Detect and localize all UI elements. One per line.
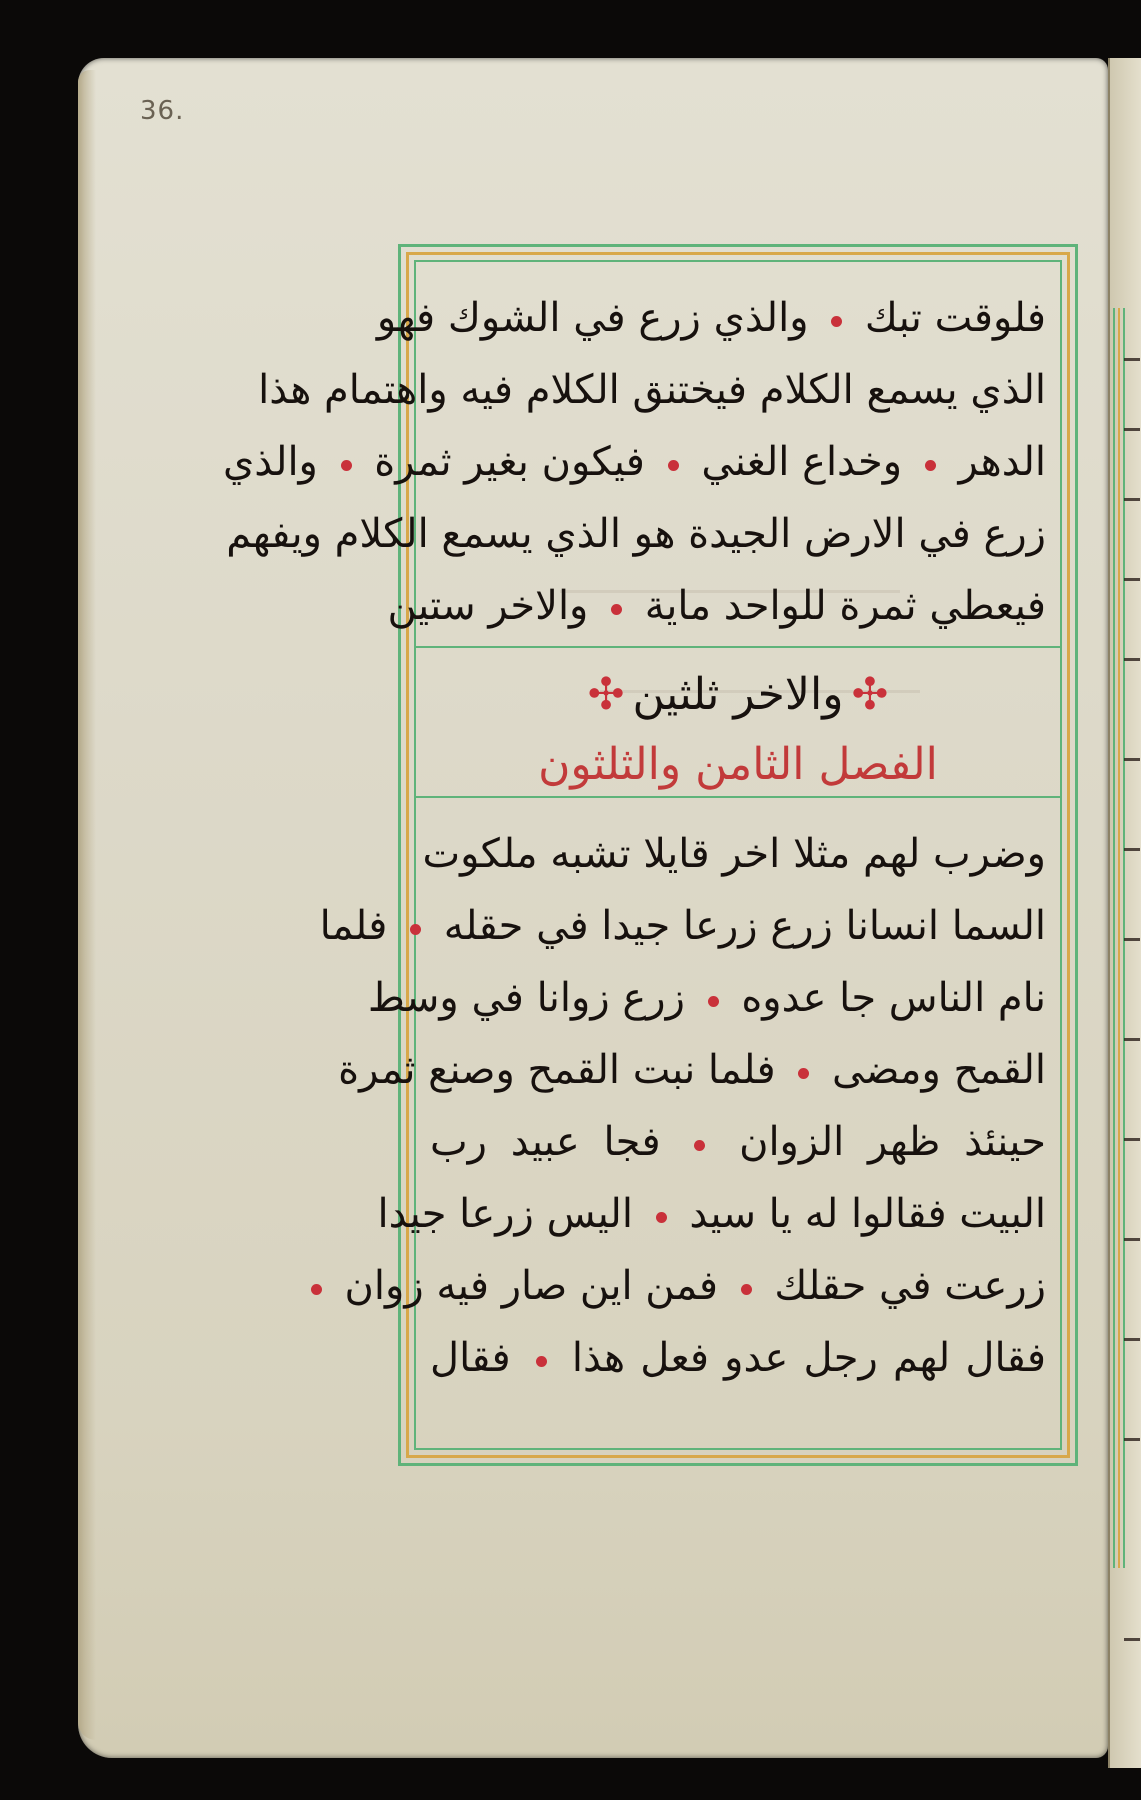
next-leaf-ink-mark: [1124, 578, 1140, 581]
text-block-bottom: [319, 818, 1046, 1394]
rubric-dot: [708, 996, 719, 1007]
text-line: القمح ومضى فلما نبت القمح وصنع ثمرة: [338, 1047, 1046, 1093]
text-line: نام الناس جا عدوه زرع زوانا في وسط: [367, 975, 1046, 1021]
next-leaf-ink-mark: [1124, 1338, 1140, 1341]
next-leaf-ink-mark: [1124, 428, 1140, 431]
next-leaf-green-rule: [1113, 308, 1115, 1568]
folio-number: 36.: [140, 96, 185, 126]
next-leaf-ink-mark: [1124, 358, 1140, 361]
chapter-heading-block: [430, 730, 1046, 800]
frame-divider: [414, 646, 1062, 648]
next-leaf-ink-mark: [1124, 658, 1140, 661]
closing-line-text: والاخر ثلثين: [632, 669, 844, 720]
closing-line: [430, 660, 1046, 730]
text-line: زرعت في حقلك فمن اين صار فيه زوان: [430, 1250, 1046, 1322]
next-leaf-ink-mark: [1124, 938, 1140, 941]
rubric-dot: [311, 1284, 322, 1295]
rubric-dot: [536, 1356, 547, 1367]
chapter-heading: الفصل الثامن والثلثون: [538, 739, 938, 790]
rubric-dot: [611, 604, 622, 615]
text-line: البيت فقالوا له يا سيد اليس زرعا جيدا: [377, 1191, 1046, 1237]
next-leaf-ink-mark: [1124, 848, 1140, 851]
text-line: زرع في الارض الجيدة هو الذي يسمع الكلام ويفهم: [226, 511, 1046, 557]
rubric-dot: [341, 460, 352, 471]
next-leaf-ink-mark: [1124, 1138, 1140, 1141]
text-line: السما انسانا زرع زرعا جيدا في حقله فلما: [319, 903, 1046, 949]
rosette-icon: ✣: [587, 669, 625, 720]
text-block-top: [222, 282, 1046, 642]
next-leaf-ink-mark: [1124, 1038, 1140, 1041]
next-leaf-ink-mark: [1124, 498, 1140, 501]
text-line: الذي يسمع الكلام فيختنق الكلام فيه واهتمام هذا: [258, 367, 1046, 413]
next-leaf-edge: [1108, 58, 1141, 1768]
text-line: الدهر وخداع الغني فيكون بغير ثمرة والذي: [222, 439, 1046, 485]
leaf-shadow-edge: [78, 70, 96, 1740]
rubric-dot: [741, 1284, 752, 1295]
rubric-dot: [798, 1068, 809, 1079]
rubric-dot: [668, 460, 679, 471]
text-line: فلوقت تبك والذي زرع في الشوك فهو: [376, 295, 1046, 341]
next-leaf-ink-mark: [1124, 1638, 1140, 1641]
rubric-dot: [694, 1140, 705, 1151]
text-line: فقال لهم رجل عدو فعل هذا فقال: [430, 1335, 1046, 1381]
rubric-dot: [831, 316, 842, 327]
next-leaf-ink-mark: [1124, 1438, 1140, 1441]
rubric-dot: [410, 924, 421, 935]
text-line: حينئذ ظهر الزوان فجا عبيد رب: [430, 1119, 1046, 1165]
next-leaf-ink-mark: [1124, 758, 1140, 761]
text-line: وضرب لهم مثلا اخر قايلا تشبه ملكوت: [422, 831, 1046, 877]
text-line: فيعطي ثمرة للواحد ماية والاخر ستين: [387, 583, 1046, 629]
next-leaf-gold-rule: [1118, 308, 1120, 1568]
rubric-dot: [656, 1212, 667, 1223]
rosette-icon: ✣: [851, 669, 889, 720]
next-leaf-ink-mark: [1124, 1238, 1140, 1241]
text-block-closing: [430, 660, 1046, 730]
rubric-dot: [925, 460, 936, 471]
